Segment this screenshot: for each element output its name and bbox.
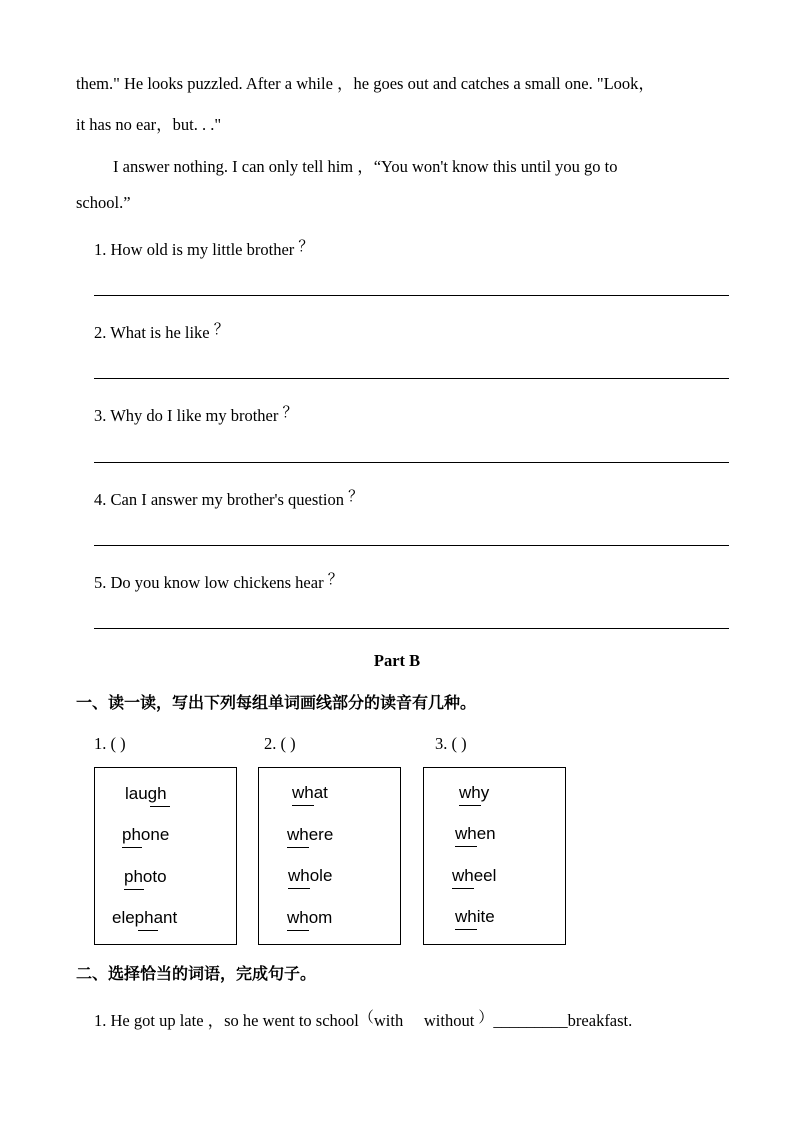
underline-elephant bbox=[138, 930, 158, 931]
question-4: 4. Can I answer my brother's question ？ bbox=[94, 487, 364, 509]
underline-what bbox=[292, 805, 314, 806]
underline-laugh bbox=[150, 806, 170, 807]
option-without[interactable]: without bbox=[423, 1011, 475, 1030]
answer-line-1[interactable] bbox=[94, 295, 729, 296]
group-1-label[interactable]: 1. ( ) bbox=[94, 734, 126, 753]
question-1: 1. How old is my little brother ？ bbox=[94, 237, 314, 259]
passage-line-1: them." He looks puzzled. After a while ，he goes out and catches a small one. "Look， bbox=[76, 74, 655, 93]
underline-white bbox=[455, 929, 477, 930]
underline-phone bbox=[122, 847, 142, 848]
group-3-label[interactable]: 3. ( ) bbox=[435, 734, 467, 753]
underline-when bbox=[455, 846, 477, 847]
passage-line-2: it has no ear，but. . ." bbox=[76, 115, 222, 134]
word-whole: whole bbox=[288, 866, 333, 885]
sentence-1: 1. He got up late ，so he went to school（with without ）_________breakfast. bbox=[94, 1008, 633, 1030]
underline-whole bbox=[288, 888, 310, 889]
answer-blank[interactable]: _________ bbox=[493, 1011, 568, 1030]
question-3: 3. Why do I like my brother ？ bbox=[94, 403, 298, 425]
word-photo: photo bbox=[124, 867, 167, 886]
answer-line-2[interactable] bbox=[94, 378, 729, 379]
word-when: when bbox=[455, 824, 496, 843]
option-with[interactable]: with bbox=[373, 1011, 404, 1030]
answer-line-3[interactable] bbox=[94, 462, 729, 463]
word-what: what bbox=[292, 783, 328, 802]
word-why: why bbox=[459, 783, 490, 802]
underline-photo bbox=[124, 889, 144, 890]
underline-why bbox=[459, 805, 481, 806]
group-2-label[interactable]: 2. ( ) bbox=[264, 734, 296, 753]
question-2: 2. What is he like ？ bbox=[94, 320, 229, 342]
word-phone: phone bbox=[122, 825, 170, 844]
answer-line-5[interactable] bbox=[94, 628, 729, 629]
underline-wheel bbox=[452, 888, 474, 889]
passage-line-3: I answer nothing. I can only tell him ，“You won't know this until you go to bbox=[113, 157, 618, 176]
part-b-title: Part B bbox=[373, 651, 421, 670]
word-wheel: wheel bbox=[452, 866, 497, 885]
section-2-heading: 二、选择恰当的词语，完成句子。 bbox=[76, 964, 317, 983]
word-elephant: elephant bbox=[112, 908, 178, 927]
question-5: 5. Do you know low chickens hear ？ bbox=[94, 570, 343, 592]
section-1-heading: 一、读一读，写出下列每组单词画线部分的读音有几种。 bbox=[76, 693, 477, 712]
passage-line-4: school.” bbox=[76, 193, 131, 212]
word-laugh: laugh bbox=[125, 784, 167, 803]
underline-where bbox=[287, 847, 309, 848]
word-white: white bbox=[455, 907, 495, 926]
answer-line-4[interactable] bbox=[94, 545, 729, 546]
word-whom: whom bbox=[287, 908, 333, 927]
underline-whom bbox=[287, 930, 309, 931]
word-where: where bbox=[287, 825, 334, 844]
